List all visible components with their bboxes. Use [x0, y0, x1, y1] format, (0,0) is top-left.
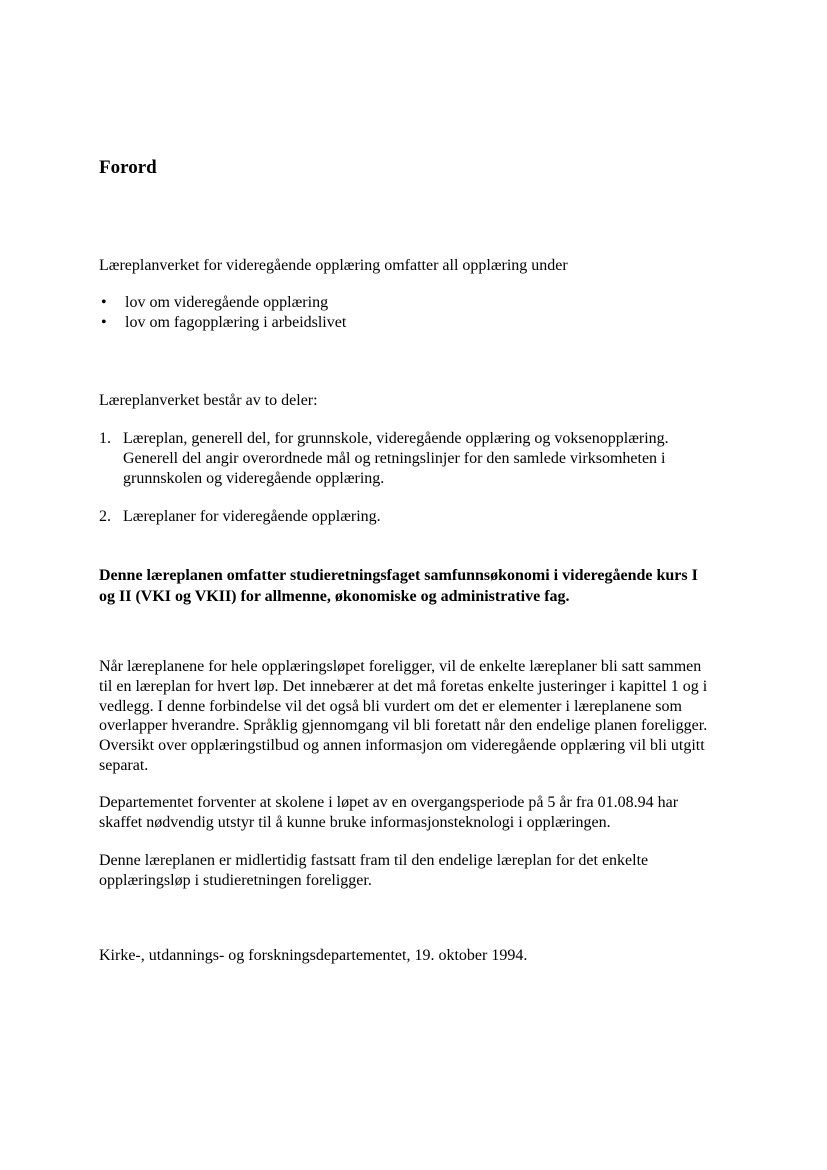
paragraph-temporary	[99, 851, 749, 891]
list-item	[99, 313, 346, 333]
item-line: Læreplan, generell del, for grunnskole, videregående opplæring og voksenopplæring.	[123, 430, 669, 447]
list-item-text: lov om fagopplæring i arbeidslivet	[125, 314, 347, 331]
page-title: Forord	[99, 157, 157, 178]
signature-line: Kirke-, utdannings- og forskningsdepartementet, 19. oktober 1994.	[99, 947, 528, 964]
numbered-item-2	[99, 507, 749, 527]
paragraph-line: opplæringsløp i studieretningen foreligger.	[99, 871, 372, 889]
scope-statement	[99, 565, 749, 607]
list-item	[99, 293, 346, 313]
intro-paragraph: Læreplanverket for videregående opplæring omfatter all opplæring under	[99, 257, 568, 274]
item-line: grunnskolen og videregående opplæring.	[123, 470, 385, 487]
numbered-item-1	[99, 429, 749, 489]
paragraph-implementation	[99, 657, 749, 776]
statement-line: Denne læreplanen omfatter studieretningsfaget samfunnsøkonomi i videregående kurs I	[99, 567, 698, 584]
paragraph-equipment	[99, 793, 749, 833]
scope-list	[99, 293, 346, 333]
paragraph-line: til en læreplan for hvert løp. Det innebærer at det må foretas enkelte justeringer i kapittel 1 og i	[99, 677, 708, 695]
paragraph-line: skaffet nødvendig utstyr til å kunne bruke informasjonsteknologi i opplæringen.	[99, 813, 611, 831]
paragraph-line: Oversikt over opplæringstilbud og annen informasjon om videregående opplæring vil bli utgitt	[99, 737, 705, 755]
paragraph-line: separat.	[99, 756, 149, 774]
item-line: Læreplaner for videregående opplæring.	[123, 508, 381, 525]
paragraph-line: Når læreplanene for hele opplæringsløpet foreligger, vil de enkelte læreplaner bli satt sammen	[99, 658, 702, 675]
list-item-text: lov om videregående opplæring	[125, 294, 329, 311]
item-line: Generell del angir overordnede mål og retningslinjer for den samlede virksomheten i	[123, 450, 666, 467]
bullet-icon: •	[101, 294, 107, 311]
parts-intro: Læreplanverket består av to deler:	[99, 392, 318, 409]
paragraph-line: vedlegg. I denne forbindelse vil det også bli vurdert om det er elementer i læreplanene som	[99, 697, 682, 715]
statement-line: og II (VKI og VKII) for allmenne, økonomiske og administrative fag.	[99, 588, 570, 605]
item-number: 1.	[99, 430, 111, 447]
bullet-icon: •	[101, 314, 107, 331]
paragraph-line: Denne læreplanen er midlertidig fastsatt fram til den endelige læreplan for det enkelte	[99, 852, 649, 869]
item-number: 2.	[99, 508, 111, 525]
paragraph-line: Departementet forventer at skolene i løpet av en overgangsperiode på 5 år fra 01.08.94 har	[99, 794, 679, 811]
paragraph-line: overlapper hverandre. Språklig gjennomgang vil bli foretatt når den endelige planen foreligger.	[99, 717, 708, 735]
